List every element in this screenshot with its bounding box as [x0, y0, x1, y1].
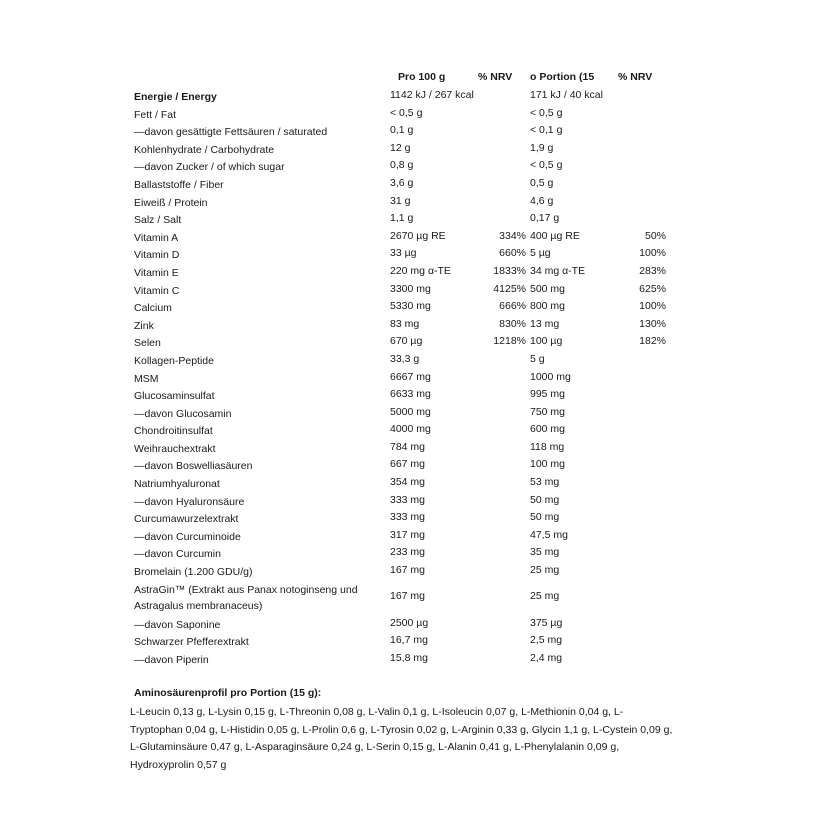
row-value-100g: 2500 µg	[390, 616, 429, 629]
row-value-portion: 50 mg	[530, 511, 560, 524]
row-value-portion: 500 mg	[530, 282, 566, 295]
table-row	[0, 651, 840, 669]
row-label: Salz / Salt	[134, 214, 182, 227]
table-header	[0, 71, 840, 87]
row-label: Kollagen-Peptide	[134, 354, 214, 367]
row-nrv-100g: 830%	[499, 317, 526, 330]
row-value-portion: 50 mg	[530, 493, 560, 506]
row-value-portion: 0,5 g	[530, 176, 554, 189]
table-row	[0, 123, 840, 141]
row-value-100g: 354 mg	[390, 476, 426, 489]
row-label: Weihrauchextrakt	[134, 442, 216, 455]
row-label: Energie / Energy	[134, 91, 217, 103]
row-value-portion: 800 mg	[530, 300, 566, 313]
table-row	[0, 440, 840, 458]
table-row	[0, 194, 840, 212]
row-value-portion: 13 mg	[530, 317, 560, 330]
row-value-100g: 3,6 g	[390, 176, 414, 189]
table-row	[0, 334, 840, 352]
header-per-portion: o Portion (15	[530, 71, 595, 83]
row-value-portion: 600 mg	[530, 423, 566, 436]
row-value-100g: 220 mg α-TE	[390, 264, 451, 277]
table-row	[0, 141, 840, 159]
table-row	[0, 211, 840, 229]
table-row	[0, 387, 840, 405]
table-row	[0, 106, 840, 124]
row-label: Curcumawurzelextrakt	[134, 513, 239, 526]
row-value-portion: < 0,5 g	[530, 106, 563, 119]
row-value-100g: 3300 mg	[390, 282, 431, 295]
row-label: —davon Hyaluronsäure	[134, 495, 245, 508]
row-label: Selen	[134, 337, 161, 350]
row-label: Ballaststoffe / Fiber	[134, 178, 224, 191]
row-value-100g: 12 g	[390, 141, 411, 154]
row-nrv-portion: 182%	[639, 335, 666, 348]
row-label: Vitamin E	[134, 266, 179, 279]
row-value-100g: 33 µg	[390, 247, 417, 260]
table-row	[0, 264, 840, 282]
row-nrv-portion: 100%	[639, 247, 666, 260]
row-label: —davon Zucker / of which sugar	[134, 161, 285, 174]
row-label: —davon Piperin	[134, 653, 209, 666]
table-row	[0, 616, 840, 634]
row-value-100g: 31 g	[390, 194, 411, 207]
row-value-portion: 5 g	[530, 352, 545, 365]
row-value-100g: 0,1 g	[390, 124, 414, 137]
table-row	[0, 493, 840, 511]
row-label: Fett / Fat	[134, 108, 177, 121]
row-value-100g: 5330 mg	[390, 300, 431, 313]
row-value-portion: 2,5 mg	[530, 634, 563, 647]
row-value-portion: 171 kJ / 40 kcal	[530, 89, 603, 101]
row-label: AstraGin™ (Extrakt aus Panax notoginseng und Astragalus membranaceus)	[134, 583, 358, 612]
row-value-portion: 750 mg	[530, 405, 566, 418]
row-label: Vitamin D	[134, 249, 180, 262]
row-value-100g: 5000 mg	[390, 405, 431, 418]
row-label: Chondroitinsulfat	[134, 425, 213, 438]
row-label: —davon Glucosamin	[134, 407, 232, 420]
table-row	[0, 299, 840, 317]
table-row	[0, 475, 840, 493]
table-row	[0, 633, 840, 651]
row-nrv-100g: 666%	[499, 300, 526, 313]
row-value-100g: 667 mg	[390, 458, 426, 471]
row-value-portion: 35 mg	[530, 546, 560, 559]
row-value-100g: 16,7 mg	[390, 634, 428, 647]
row-nrv-portion: 50%	[644, 229, 666, 242]
row-value-100g: 6667 mg	[390, 370, 431, 383]
row-value-100g: 233 mg	[390, 546, 426, 559]
row-nrv-portion: 625%	[639, 282, 666, 295]
row-label: —davon Boswelliasäuren	[134, 460, 253, 473]
row-value-100g: 15,8 mg	[390, 651, 428, 664]
row-value-100g: < 0,5 g	[390, 106, 423, 119]
table-row	[0, 545, 840, 563]
row-nrv-portion: 283%	[639, 264, 666, 277]
row-value-100g: 0,8 g	[390, 159, 414, 172]
row-nrv-portion: 100%	[639, 300, 666, 313]
row-label: —davon gesättigte Fettsäuren / saturated	[134, 126, 328, 139]
row-value-portion: 1,9 g	[530, 141, 554, 154]
row-value-portion: 100 µg	[530, 335, 563, 348]
row-value-100g: 317 mg	[390, 528, 426, 541]
row-label: Schwarzer Pfefferextrakt	[134, 636, 249, 649]
row-value-portion: 2,4 mg	[530, 651, 563, 664]
row-value-100g: 333 mg	[390, 493, 426, 506]
header-nrv-portion: % NRV	[618, 71, 653, 83]
row-nrv-100g: 660%	[499, 247, 526, 260]
table-row	[0, 352, 840, 370]
row-value-portion: 995 mg	[530, 388, 566, 401]
table-row	[0, 317, 840, 335]
row-label: —davon Curcuminoide	[134, 530, 241, 543]
row-value-100g: 2670 µg RE	[390, 229, 446, 242]
row-value-100g: 784 mg	[390, 440, 426, 453]
row-label: Kohlenhydrate / Carbohydrate	[134, 143, 275, 156]
table-row	[0, 405, 840, 423]
row-value-100g: 167 mg	[390, 564, 426, 577]
row-value-portion: 47,5 mg	[530, 528, 568, 541]
row-value-portion: 53 mg	[530, 476, 560, 489]
row-value-portion: 100 mg	[530, 458, 566, 471]
row-label: MSM	[134, 372, 159, 385]
row-value-portion: 4,6 g	[530, 194, 554, 207]
row-value-100g: 33,3 g	[390, 352, 420, 365]
table-row	[0, 563, 840, 581]
table-row	[0, 88, 840, 106]
table-row	[0, 246, 840, 264]
row-value-portion: 375 µg	[530, 616, 563, 629]
row-label: Vitamin C	[134, 284, 180, 297]
row-value-100g: 167 mg	[390, 589, 426, 602]
row-value-portion: < 0,5 g	[530, 159, 563, 172]
row-value-portion: 118 mg	[530, 440, 565, 453]
row-value-100g: 4000 mg	[390, 423, 431, 436]
row-value-100g: 1142 kJ / 267 kcal	[390, 89, 474, 101]
row-label: Vitamin A	[134, 231, 179, 244]
row-value-portion: 400 µg RE	[530, 229, 580, 242]
row-value-portion: 0,17 g	[530, 212, 560, 225]
row-value-portion: 25 mg	[530, 564, 560, 577]
table-row	[0, 282, 840, 300]
table-row	[0, 528, 840, 546]
row-value-100g: 6633 mg	[390, 388, 431, 401]
row-nrv-portion: 130%	[639, 317, 666, 330]
table-row	[0, 370, 840, 388]
table-row	[0, 176, 840, 194]
row-value-portion: 34 mg α-TE	[530, 264, 586, 277]
row-value-100g: 333 mg	[390, 511, 426, 524]
row-nrv-100g: 1833%	[493, 264, 526, 277]
row-label: Bromelain (1.200 GDU/g)	[134, 566, 253, 579]
row-label: Natriumhyaluronat	[134, 478, 220, 491]
row-nrv-100g: 1218%	[493, 335, 526, 348]
row-nrv-100g: 334%	[499, 229, 526, 242]
row-value-100g: 1,1 g	[390, 212, 414, 225]
row-value-100g: 670 µg	[390, 335, 423, 348]
row-value-portion: 1000 mg	[530, 370, 571, 383]
header-per-100g: Pro 100 g	[398, 71, 446, 83]
amino-profile-text: L-Leucin 0,13 g, L-Lysin 0,15 g, L-Threonin 0,08 g, L-Valin 0,1 g, L-Isoleucin 0,07 g, L-Methionin 0,04 g, L-Tryptophan 0,04 g, L-Histidin 0,05 g, L-Prolin 0,6 g, L-Tyrosin 0,02 g, L-Arginin 0,33 g, Glycin 1,1 g, L-Cystein 0,09 g, L-Glutaminsäure 0,47 g, L-Asparaginsäure 0,24 g, L-Serin 0,15 g, L-Alanin 0,41 g, L-Phenylalanin 0,09 g, Hydroxyprolin 0,57 g	[130, 706, 673, 771]
row-value-portion: 5 µg	[530, 247, 551, 260]
header-nrv-100g: % NRV	[478, 71, 513, 83]
row-value-100g: 83 mg	[390, 317, 420, 330]
row-value-portion: 25 mg	[530, 589, 560, 602]
row-label: —davon Curcumin	[134, 548, 221, 561]
table-row	[0, 510, 840, 528]
row-label: —davon Saponine	[134, 618, 221, 631]
table-row	[0, 457, 840, 475]
row-label: Eiweiß / Protein	[134, 196, 208, 209]
nutrition-table	[0, 88, 840, 668]
amino-profile-title: Aminosäurenprofil pro Portion (15 g):	[134, 687, 322, 699]
row-label: Zink	[134, 319, 154, 332]
table-row	[0, 422, 840, 440]
table-row	[0, 581, 840, 616]
row-value-portion: < 0,1 g	[530, 124, 563, 137]
table-row	[0, 229, 840, 247]
row-label: Glucosaminsulfat	[134, 390, 215, 403]
row-nrv-100g: 4125%	[493, 282, 526, 295]
table-row	[0, 158, 840, 176]
row-label: Calcium	[134, 302, 172, 315]
